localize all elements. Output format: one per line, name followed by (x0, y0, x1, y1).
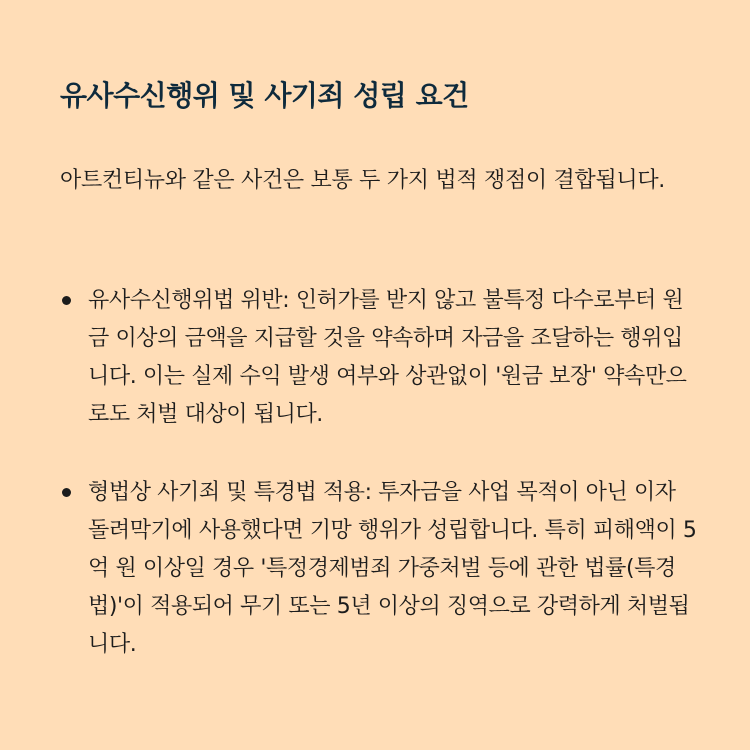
bullet-icon (62, 296, 71, 305)
intro-paragraph: 아트컨티뉴와 같은 사건은 보통 두 가지 법적 쟁점이 결합됩니다. (60, 168, 665, 193)
list-item (60, 474, 700, 664)
bullet-list (60, 282, 700, 664)
page-title: 유사수신행위 및 사기죄 성립 요건 (60, 79, 469, 112)
bullet-icon (62, 488, 71, 497)
list-item-text: 유사수신행위법 위반: 인허가를 받지 않고 불특정 다수로부터 원금 이상의 금액을 지급할 것을 약속하며 자금을 조달하는 행위입니다. 이는 실제 수익 발생 여부와 상관없이 '원금 보장' 약속만으로도 처벌 대상이 됩니다. (88, 288, 687, 427)
list-item (60, 282, 700, 434)
list-item-text: 형법상 사기죄 및 특경법 적용: 투자금을 사업 목적이 아닌 이자 돌려막기에 사용했다면 기망 행위가 성립합니다. 특히 피해액이 5억 원 이상일 경우 '특정경제범죄 가중처벌 등에 관한 법률(특경법)'이 적용되어 무기 또는 5년 이상의 징역으로 강력하게 처벌됩니다. (88, 480, 697, 657)
